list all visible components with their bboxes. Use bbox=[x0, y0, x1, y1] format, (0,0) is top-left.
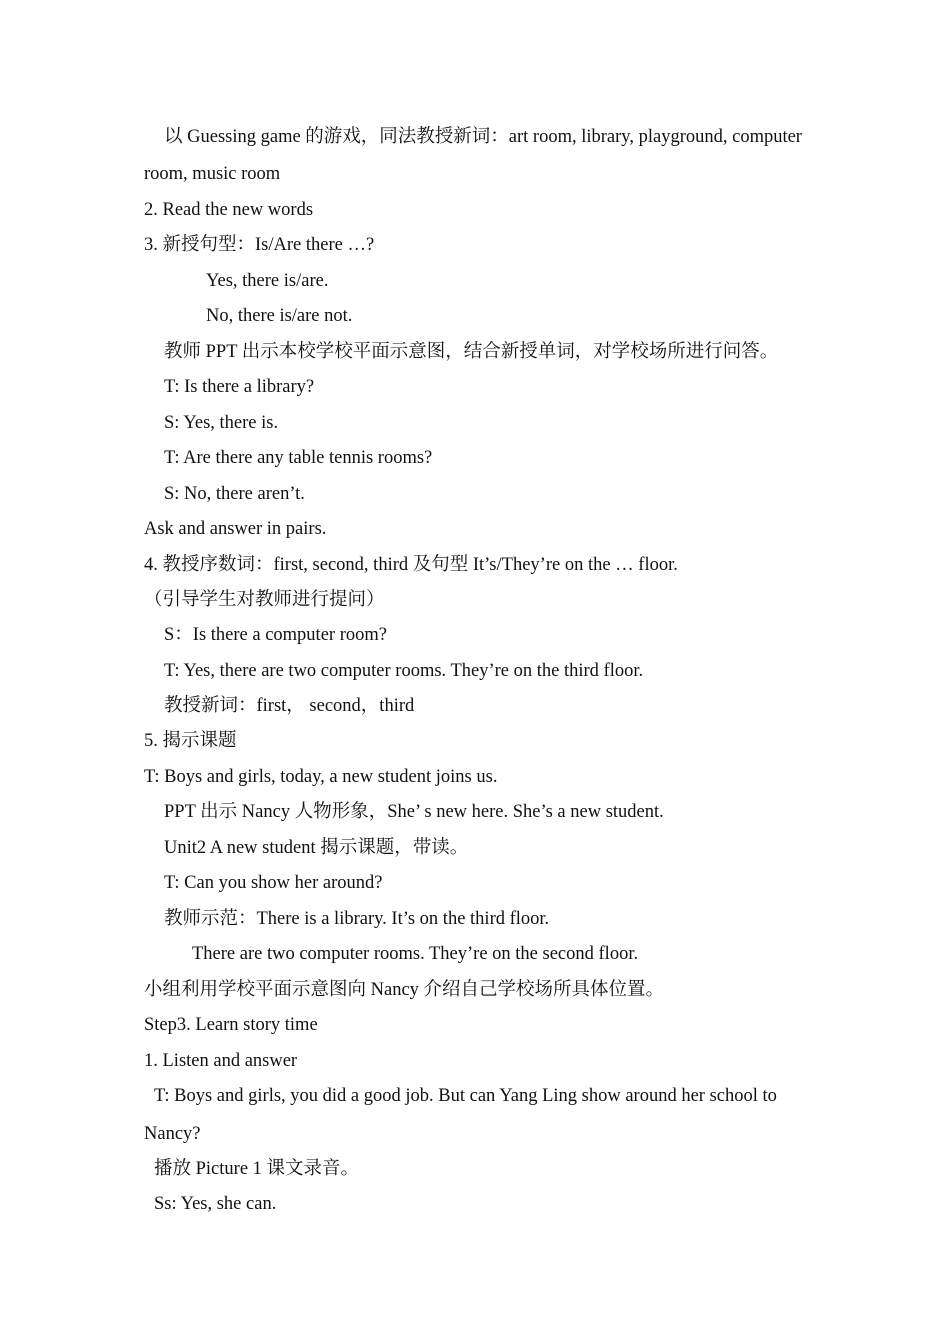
dialogue-line: S: Yes, there is. bbox=[164, 413, 279, 433]
paragraph-line: Nancy? bbox=[144, 1124, 201, 1144]
paragraph-line: room, music room bbox=[144, 164, 281, 184]
dialogue-line: T: Are there any table tennis rooms? bbox=[164, 448, 433, 468]
numbered-heading: 5. 揭示课题 bbox=[144, 731, 237, 751]
paragraph-line: Ask and answer in pairs. bbox=[144, 519, 327, 539]
paragraph-line: Unit2 A new student 揭示课题，带读。 bbox=[164, 838, 469, 858]
numbered-heading: 2. Read the new words bbox=[144, 200, 314, 220]
paragraph-line: （引导学生对教师进行提问） bbox=[144, 590, 385, 610]
paragraph-line: 以 Guessing game 的游戏，同法教授新词：art room, library, playground, computer bbox=[164, 127, 802, 147]
paragraph-line: 教授新词：first， second，third bbox=[164, 696, 415, 716]
dialogue-line: T: Boys and girls, you did a good job. But can Yang Ling show around her school to bbox=[154, 1086, 777, 1106]
dialogue-line: Ss: Yes, she can. bbox=[154, 1194, 277, 1214]
sentence-pattern: Yes, there is/are. bbox=[206, 271, 329, 291]
dialogue-line: S: No, there aren’t. bbox=[164, 484, 305, 504]
numbered-heading: 3. 新授句型：Is/Are there …? bbox=[144, 235, 375, 255]
dialogue-line: S：Is there a computer room? bbox=[164, 625, 387, 645]
paragraph-line: 播放 Picture 1 课文录音。 bbox=[154, 1159, 360, 1179]
paragraph-line: There are two computer rooms. They’re on the second floor. bbox=[192, 944, 639, 964]
paragraph-line: 小组利用学校平面示意图向 Nancy 介绍自己学校场所具体位置。 bbox=[144, 980, 665, 1000]
dialogue-line: T: Yes, there are two computer rooms. They’re on the third floor. bbox=[164, 661, 644, 681]
numbered-heading: 1. Listen and answer bbox=[144, 1051, 298, 1071]
numbered-heading: 4. 教授序数词：first, second, third 及句型 It’s/They’re on the … floor. bbox=[144, 555, 678, 575]
paragraph-line: PPT 出示 Nancy 人物形象，She’ s new here. She’s a new student. bbox=[164, 802, 664, 822]
dialogue-line: T: Can you show her around? bbox=[164, 873, 383, 893]
paragraph-line: 教师示范：There is a library. It’s on the third floor. bbox=[164, 909, 550, 929]
dialogue-line: T: Boys and girls, today, a new student joins us. bbox=[144, 767, 498, 787]
step-heading: Step3. Learn story time bbox=[144, 1015, 318, 1035]
sentence-pattern: No, there is/are not. bbox=[206, 306, 353, 326]
paragraph-line: 教师 PPT 出示本校学校平面示意图，结合新授单词，对学校场所进行问答。 bbox=[164, 342, 779, 362]
dialogue-line: T: Is there a library? bbox=[164, 377, 315, 397]
